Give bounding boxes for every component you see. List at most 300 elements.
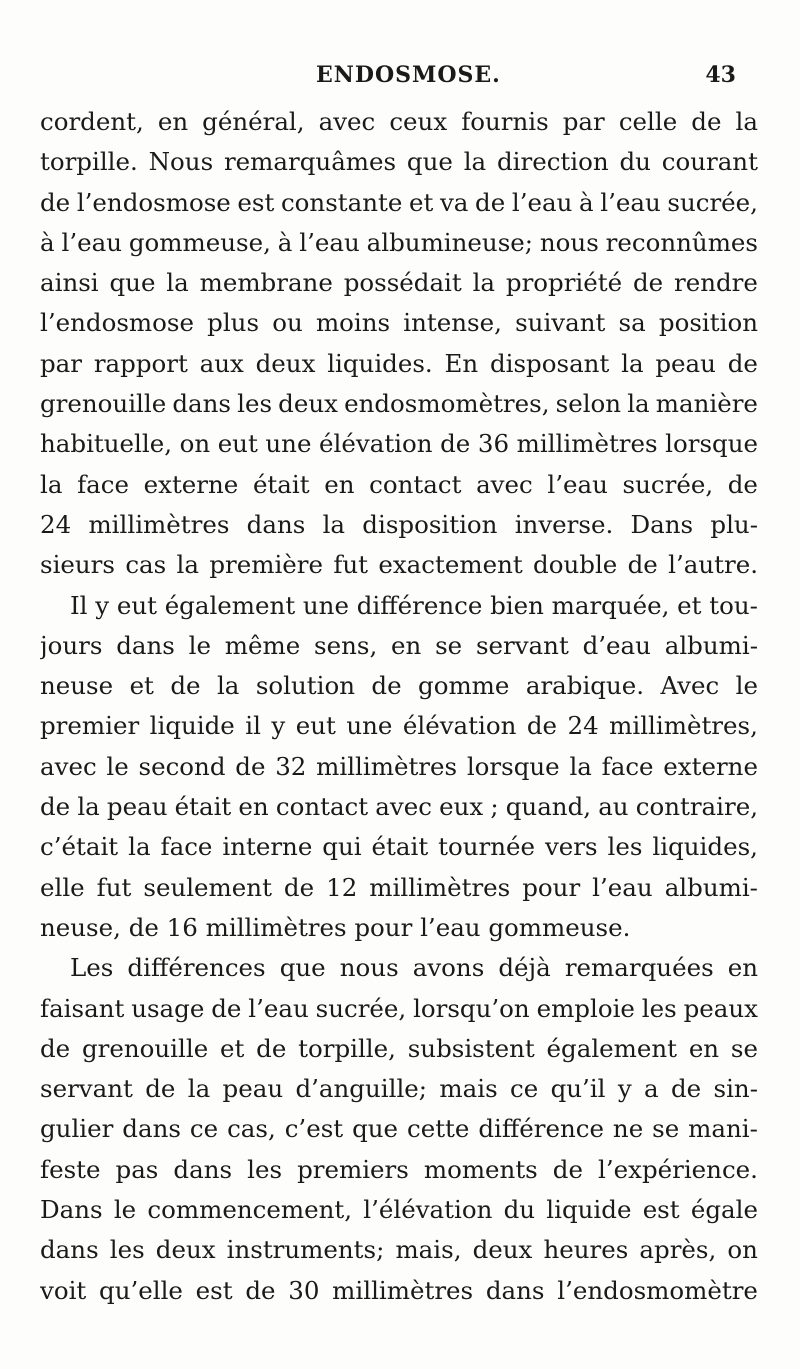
word: de [632, 268, 664, 298]
word: bien [490, 590, 544, 620]
word: remarquâmes [223, 147, 397, 177]
word: cas [125, 550, 167, 580]
word: courant [661, 147, 758, 177]
word: liquide [546, 1195, 632, 1225]
word: moments [423, 1154, 538, 1184]
word: les [247, 1154, 283, 1184]
word: et [220, 1033, 245, 1063]
word: exactement [378, 550, 523, 580]
word: de [211, 993, 242, 1023]
word: eut [116, 590, 157, 620]
word: commencement, [147, 1195, 352, 1225]
word: grenouille [40, 389, 167, 419]
word: l’autre. [668, 550, 758, 580]
word: la [216, 671, 240, 701]
word: les [641, 993, 677, 1023]
word: à [40, 227, 55, 257]
word: différences [127, 953, 266, 983]
word: reconnûmes [605, 227, 758, 257]
word: une [302, 590, 349, 620]
word: externe [663, 751, 758, 781]
word: de [170, 671, 201, 701]
word: albumineuse; [366, 227, 534, 257]
word: la [77, 792, 100, 822]
word: rapport [93, 348, 188, 378]
word: également [546, 1033, 678, 1063]
word: l’élévation [363, 1195, 493, 1225]
word: de [145, 1074, 176, 1104]
word: l’endosmose [76, 187, 231, 217]
text-line [40, 505, 758, 545]
word: se [730, 1033, 758, 1063]
word: avons [412, 953, 485, 983]
word: les [607, 832, 643, 862]
word: l’endosmose [40, 308, 194, 338]
text-line [40, 827, 758, 867]
word: second [138, 751, 226, 781]
word: jours [40, 630, 103, 660]
word: Dans [40, 1195, 103, 1225]
word: la [176, 550, 199, 580]
word: peau [222, 1074, 284, 1104]
word: ceux [389, 107, 448, 136]
word: élévation [402, 711, 517, 741]
word: mais [439, 1074, 498, 1104]
word: 36 [477, 429, 510, 459]
word: et [129, 671, 154, 701]
word: déjà [498, 953, 551, 983]
word: externe [143, 469, 239, 499]
word: 12 [326, 872, 358, 902]
word: on [727, 1235, 758, 1265]
word: de [670, 1074, 702, 1104]
word: cas, [227, 1114, 276, 1144]
running-head [0, 62, 800, 96]
word: d’eau [582, 630, 651, 660]
word: même [224, 630, 301, 660]
word: que [279, 953, 326, 983]
word: rendre [674, 268, 758, 298]
text-line: neuse, de 16 millimètres pour l’eau gommeuse. [40, 912, 631, 942]
word: que [109, 268, 156, 298]
word: voit [40, 1275, 87, 1305]
word: face [601, 751, 654, 781]
word: liquides, [652, 832, 758, 862]
word: seulement [143, 872, 272, 902]
word: la [128, 832, 151, 862]
word: c’était [40, 832, 119, 862]
word: on [179, 429, 211, 459]
word: cette [406, 1114, 470, 1144]
word: avec [318, 107, 376, 136]
text-line [40, 1029, 758, 1069]
word: arabique. [525, 671, 645, 701]
word: il [245, 711, 261, 741]
word: cordent, [40, 107, 144, 136]
text-line [40, 1271, 758, 1311]
word: ou [272, 308, 303, 338]
word: gommeuse, [128, 227, 271, 257]
word: lorsque [466, 751, 560, 781]
word: égale [690, 1195, 758, 1225]
text-line [40, 223, 758, 263]
word: servant [40, 1074, 133, 1104]
word: torpille. [40, 147, 138, 177]
text-line [40, 545, 758, 585]
word: gomme [418, 671, 510, 701]
word: la [187, 1074, 211, 1104]
word: Les [70, 953, 114, 983]
word: une [346, 711, 393, 741]
word: les [109, 1235, 145, 1265]
word: qui [322, 832, 362, 862]
text-line [40, 586, 758, 626]
word: était [174, 792, 232, 822]
word: y [95, 590, 110, 620]
running-title: ENDOSMOSE. [316, 62, 501, 88]
word: de [552, 1154, 583, 1184]
word: en [238, 792, 269, 822]
word: de [40, 187, 71, 217]
word: moins [315, 308, 391, 338]
word: deux [278, 389, 338, 419]
word: la [735, 107, 758, 136]
word: les [237, 389, 273, 419]
word: eux [439, 792, 484, 822]
word: dans [40, 1235, 99, 1265]
word: disposant [489, 348, 610, 378]
text-line [40, 424, 758, 464]
word: tou- [709, 590, 758, 620]
word: et [408, 187, 434, 217]
word: également [164, 590, 296, 620]
text-line [40, 626, 758, 666]
word: Avec [660, 671, 720, 701]
word: plus [207, 308, 260, 338]
word: de [627, 550, 658, 580]
word: endosmomètres, [344, 389, 550, 419]
word: était [252, 469, 310, 499]
word: la [621, 348, 644, 378]
word: qu’elle [99, 1275, 183, 1305]
text-line [40, 989, 758, 1029]
word: la [627, 389, 650, 419]
word: eut [217, 429, 258, 459]
word: peau [655, 348, 716, 378]
word: instruments; [226, 1235, 385, 1265]
text-line [40, 1190, 758, 1230]
word: elle [40, 872, 85, 902]
word: mais, [395, 1235, 462, 1265]
text-line [40, 303, 758, 343]
text-line [40, 465, 758, 505]
word: albumi- [664, 630, 758, 660]
word: de [40, 1033, 71, 1063]
word: contraire, [635, 792, 758, 822]
word: aux [199, 348, 244, 378]
word: en [688, 1033, 720, 1063]
word: dans [246, 509, 306, 539]
word: constante [280, 187, 403, 217]
word: ; [490, 792, 499, 822]
word: mani- [688, 1114, 758, 1144]
word: selon [555, 389, 622, 419]
word: ce [509, 1074, 539, 1104]
word: deux [255, 348, 316, 378]
word: faisant [40, 993, 125, 1023]
word: l’eau [61, 227, 122, 257]
page-number: 43 [705, 62, 736, 88]
word: l’eau [600, 187, 661, 217]
word: l’eau [511, 187, 573, 217]
word: tournée [438, 832, 536, 862]
word: y [617, 1074, 632, 1104]
word: de [526, 711, 558, 741]
word: habituelle, [40, 429, 172, 459]
word: en [324, 469, 355, 499]
word: dans [485, 1275, 545, 1305]
word: l’endosmomètre [557, 1275, 758, 1305]
word: à [277, 227, 293, 257]
word: face [160, 832, 213, 862]
word: fournis [461, 107, 549, 136]
word: après, [639, 1235, 717, 1265]
word: l’eau [299, 227, 360, 257]
word: sucrée, [667, 187, 758, 217]
word: nous [539, 227, 599, 257]
word: remarquées [564, 953, 714, 983]
word: quand, [505, 792, 592, 822]
word: était [371, 832, 429, 862]
word: disposition [362, 509, 498, 539]
body-text [40, 102, 758, 1311]
word: élévation [319, 429, 433, 459]
word: membrane [199, 268, 333, 298]
word: possédait [343, 268, 462, 298]
word: la [40, 469, 63, 499]
word: de [235, 751, 266, 781]
word: sa [618, 308, 646, 338]
word: de [727, 469, 758, 499]
word: y [271, 711, 286, 741]
word: neuse [40, 671, 114, 701]
word: deux [472, 1235, 533, 1265]
word: de [475, 187, 506, 217]
word: la [472, 268, 496, 298]
word: de [256, 1033, 287, 1063]
word: sens, [314, 630, 378, 660]
word: à [579, 187, 594, 217]
word: d’anguille; [295, 1074, 428, 1104]
word: plu- [710, 509, 758, 539]
word: dans [116, 630, 175, 660]
word: dans [173, 1154, 233, 1184]
word: millimètres, [609, 711, 758, 741]
word: marquée, [551, 590, 670, 620]
text-line [40, 183, 758, 223]
word: en [157, 107, 189, 136]
word: avec [40, 751, 97, 781]
word: 24 [567, 711, 599, 741]
word: face [77, 469, 129, 499]
word: a [644, 1074, 659, 1104]
word: 32 [275, 751, 307, 781]
word: contact [369, 469, 462, 499]
word: et [677, 590, 702, 620]
word: avec [476, 469, 533, 499]
word: Nous [148, 147, 214, 177]
word: différence [478, 1114, 604, 1144]
word: dans [122, 1114, 181, 1144]
word: du [503, 1195, 536, 1225]
word: de [245, 1275, 276, 1305]
text-line [40, 384, 758, 424]
word: lorsque [665, 429, 758, 459]
word: sucrée, [622, 469, 714, 499]
word: l’expérience. [598, 1154, 758, 1184]
word: deux [155, 1235, 216, 1265]
word: position [658, 308, 758, 338]
word: heures [543, 1235, 629, 1265]
word: ainsi [40, 268, 99, 298]
word: la [569, 751, 592, 781]
text-line [40, 142, 758, 182]
word: sucrée, [315, 993, 407, 1023]
text-line [40, 1150, 758, 1190]
word: le [188, 630, 211, 660]
word: général, [202, 107, 305, 136]
word: que [406, 147, 453, 177]
text-line [40, 706, 758, 746]
word: nous [339, 953, 399, 983]
word: le [113, 1195, 137, 1225]
word: liquides. [327, 348, 433, 378]
word: millimètres [88, 509, 230, 539]
word: en [391, 630, 422, 660]
word: se [652, 1114, 680, 1144]
word: solution [255, 671, 355, 701]
word: ne [612, 1114, 644, 1144]
word: l’eau [547, 469, 608, 499]
word: de [691, 107, 722, 136]
text-line [40, 868, 758, 908]
word: premiers [297, 1154, 409, 1184]
word: interne [222, 832, 313, 862]
word: feste [40, 1154, 101, 1184]
word: subsistent [407, 1033, 535, 1063]
word: millimètres [316, 751, 458, 781]
text-line [40, 1109, 758, 1149]
word: va [439, 187, 469, 217]
word: différence [356, 590, 483, 620]
word: direction [496, 147, 609, 177]
word: de [371, 671, 402, 701]
word: la [463, 147, 487, 177]
word: une [265, 429, 312, 459]
word: que [352, 1114, 399, 1144]
word: la [166, 268, 189, 298]
word: de [727, 348, 758, 378]
word: albumi- [664, 872, 758, 902]
word: de [283, 872, 315, 902]
word: vers [544, 832, 598, 862]
word: de [440, 429, 471, 459]
word: ce [189, 1114, 219, 1144]
word: Il [70, 590, 88, 620]
word: lorsqu’on [413, 993, 530, 1023]
word: millimètres [332, 1275, 474, 1305]
word: avec [375, 792, 432, 822]
word: peau [106, 792, 168, 822]
word: de [40, 792, 71, 822]
word: usage [131, 993, 205, 1023]
text-line [40, 948, 758, 988]
text-line [40, 747, 758, 787]
word: dans [172, 389, 231, 419]
text-line [40, 787, 758, 827]
word: peaux [683, 993, 758, 1023]
word: eut [295, 711, 336, 741]
word: le [106, 751, 129, 781]
word: du [619, 147, 651, 177]
word: pas [115, 1154, 159, 1184]
word: millimètres [516, 429, 658, 459]
word: emploie [536, 993, 635, 1023]
word: l’eau [248, 993, 309, 1023]
word: millimètres [369, 872, 511, 902]
word: première [209, 550, 323, 580]
word: servant [475, 630, 569, 660]
word: propriété [505, 268, 623, 298]
word: inverse. [514, 509, 614, 539]
word: gulier [40, 1114, 114, 1144]
text-line [40, 1230, 758, 1270]
word: Dans [630, 509, 694, 539]
word: l’eau [592, 872, 653, 902]
word: c’est [284, 1114, 344, 1144]
word: par [40, 348, 83, 378]
word: celle [618, 107, 678, 136]
word: au [598, 792, 629, 822]
word: 24 [40, 509, 72, 539]
word: en [727, 953, 758, 983]
word: suivant [515, 308, 606, 338]
word: En [444, 348, 479, 378]
word: fut [96, 872, 132, 902]
word: fut [333, 550, 369, 580]
word: est [195, 1275, 233, 1305]
word: par [562, 107, 605, 136]
word: sin- [713, 1074, 758, 1104]
text-line [40, 666, 758, 706]
word: liquide [149, 711, 235, 741]
word: le [735, 671, 758, 701]
text-line [40, 344, 758, 384]
word: la [322, 509, 346, 539]
word: double [533, 550, 618, 580]
word: 30 [288, 1275, 320, 1305]
text-line [40, 1069, 758, 1109]
word: contact [275, 792, 369, 822]
text-line [40, 263, 758, 303]
word: manière [655, 389, 758, 419]
word: pour [522, 872, 581, 902]
text-line [40, 102, 758, 142]
word: est [642, 1195, 680, 1225]
word: se [435, 630, 463, 660]
word: est [237, 187, 275, 217]
word: sieurs [40, 550, 115, 580]
